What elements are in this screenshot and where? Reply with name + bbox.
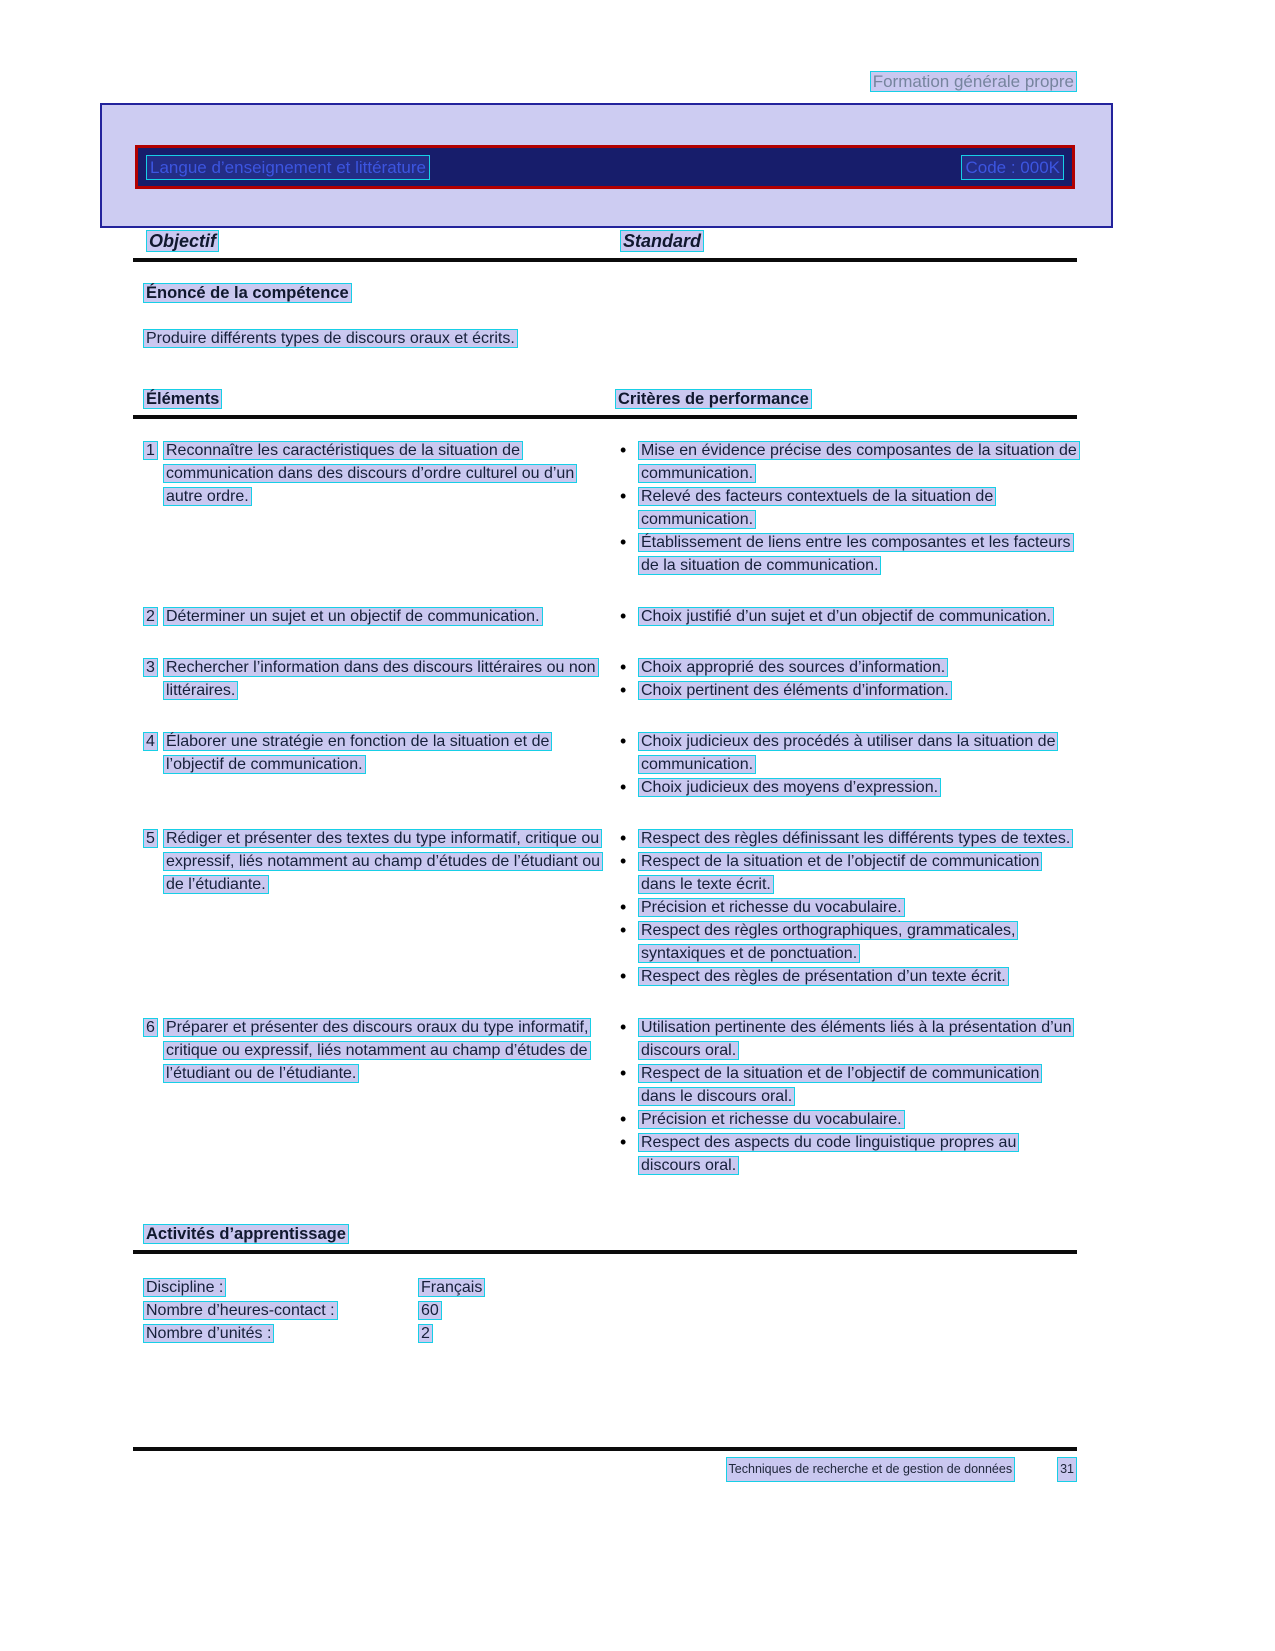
criterion-item: • Choix judicieux des moyens d’expression. [615,776,1077,799]
course-code: Code : 000K [961,155,1064,180]
divider-rule [133,1250,1077,1254]
element-number: 3 [143,658,158,677]
divider-rule [133,415,1077,419]
element-number: 1 [143,441,158,460]
info-row [143,1299,1077,1322]
info-label: Nombre d’unités : [143,1324,274,1343]
element-text: Préparer et présenter des discours oraux du type informatif, critique ou expressif, liés notamment au champ d’études de l’étudiant ou de l’étudiante. [163,1018,591,1083]
section-heading-enonce: Énoncé de la compétence [133,282,1077,305]
element-number: 2 [143,607,158,626]
column-headings [133,230,1077,254]
page-footer [133,1457,1077,1482]
element-text: Rédiger et présenter des textes du type informatif, critique ou expressif, liés notamment au champ d’études de l’étudiant ou de l’étudiante. [163,829,603,894]
table-row [133,730,1077,799]
info-label: Nombre d’heures-contact : [143,1301,338,1320]
info-value: Français [418,1278,485,1297]
header-tag-text: Formation générale propre [870,71,1077,92]
info-value: 60 [418,1301,442,1320]
course-title: Langue d’enseignement et littérature [146,155,430,180]
criterion-item: • Établissement de liens entre les composantes et les facteurs de la situation de communication. [615,531,1077,577]
info-row [143,1322,1077,1345]
criterion-item: • Choix judicieux des procédés à utiliser dans la situation de communication. [615,730,1077,776]
page-header-tag [133,70,1077,93]
table-row [133,1016,1077,1177]
table-row [133,827,1077,988]
criterion-item: • Respect de la situation et de l’objectif de communication dans le discours oral. [615,1062,1077,1108]
criterion-item: • Choix approprié des sources d’information. [615,656,1077,679]
course-title-bar [135,145,1075,189]
table-row [133,656,1077,702]
criterion-item: • Relevé des facteurs contextuels de la situation de communication. [615,485,1077,531]
column-heading-standard: Standard [620,230,704,252]
column-heading-objectif: Objectif [146,230,219,252]
footer-page-number: 31 [1057,1457,1077,1482]
competence-statement: Produire différents types de discours oraux et écrits. [133,327,1077,350]
criteria-list [615,656,1077,702]
criteria-list [615,730,1077,799]
criteria-list [615,439,1077,577]
info-row [143,1276,1077,1299]
activities-info [133,1276,1077,1345]
table-row [133,439,1077,577]
criteria-list [615,605,1077,628]
table-header-elements: Éléments [143,389,222,409]
element-number: 6 [143,1018,158,1037]
element-text: Déterminer un sujet et un objectif de communication. [163,607,543,626]
footer-text: Techniques de recherche et de gestion de données [726,1457,1016,1482]
criterion-item: • Choix pertinent des éléments d’information. [615,679,1077,702]
criterion-item: • Choix justifié d’un sujet et d’un objectif de communication. [615,605,1077,628]
course-box [100,103,1113,228]
table-header-criteres: Critères de performance [615,389,812,409]
criterion-item: • Respect des règles définissant les différents types de textes. [615,827,1077,850]
info-value: 2 [418,1324,433,1343]
section-heading-activites: Activités d’apprentissage [133,1223,1077,1246]
element-number: 5 [143,829,158,848]
info-label: Discipline : [143,1278,226,1297]
criterion-item: • Précision et richesse du vocabulaire. [615,896,1077,919]
criterion-item: • Mise en évidence précise des composantes de la situation de communication. [615,439,1077,485]
criteria-list [615,827,1077,988]
criterion-item: • Utilisation pertinente des éléments liés à la présentation d’un discours oral. [615,1016,1077,1062]
divider-rule [133,258,1077,262]
element-number: 4 [143,732,158,751]
table-headers [133,388,1077,411]
table-row [133,605,1077,628]
criteria-list [615,1016,1077,1177]
criterion-item: • Respect des aspects du code linguistique propres au discours oral. [615,1131,1077,1177]
element-text: Rechercher l’information dans des discours littéraires ou non littéraires. [163,658,599,700]
footer-rule [133,1447,1077,1451]
criterion-item: • Respect de la situation et de l’objectif de communication dans le texte écrit. [615,850,1077,896]
element-text: Reconnaître les caractéristiques de la situation de communication dans des discours d’ordre culturel ou d’un autre ordre. [163,441,577,506]
elements-table [133,439,1077,1177]
element-text: Élaborer une stratégie en fonction de la situation et de l’objectif de communication. [163,732,552,774]
criterion-item: • Respect des règles de présentation d’un texte écrit. [615,965,1077,988]
criterion-item: • Précision et richesse du vocabulaire. [615,1108,1077,1131]
criterion-item: • Respect des règles orthographiques, grammaticales, syntaxiques et de ponctuation. [615,919,1077,965]
